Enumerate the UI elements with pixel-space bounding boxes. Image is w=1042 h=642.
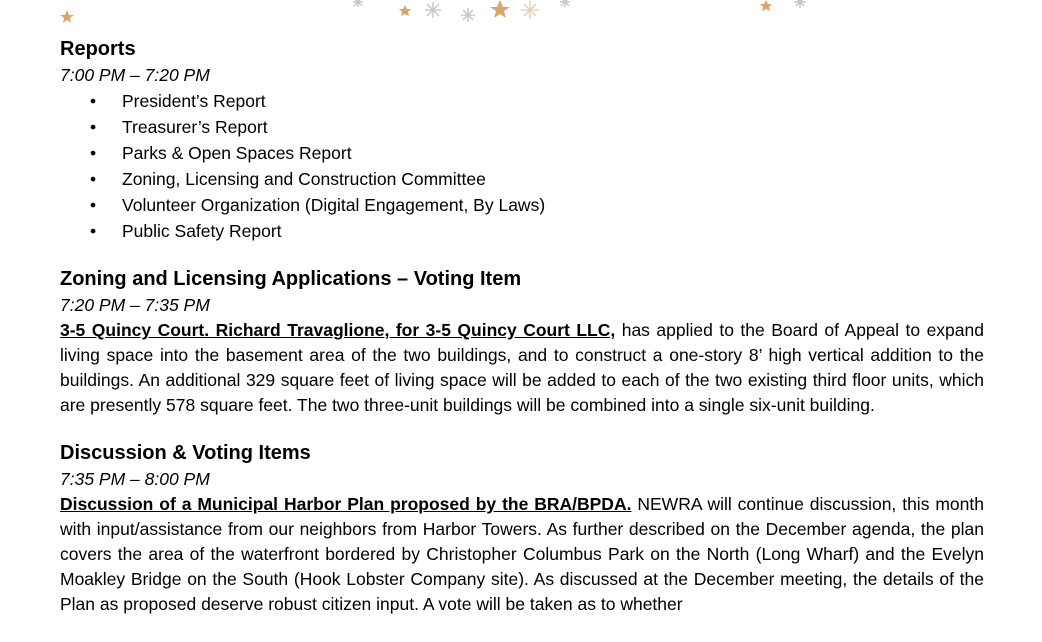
list-item-label: Parks & Open Spaces Report bbox=[122, 143, 352, 163]
snowflake-icon bbox=[560, 0, 570, 7]
snowflake-icon bbox=[353, 0, 363, 7]
discussion-time: 7:35 PM – 8:00 PM bbox=[60, 469, 210, 489]
zoning-time: 7:20 PM – 7:35 PM bbox=[60, 295, 210, 315]
snowflake-icon bbox=[521, 1, 539, 19]
star-icons bbox=[60, 0, 772, 23]
bullet-icon: • bbox=[90, 117, 97, 137]
holiday-decoration-banner bbox=[0, 0, 1042, 30]
star-icon bbox=[490, 0, 510, 18]
list-item-label: Zoning, Licensing and Construction Committee bbox=[122, 169, 486, 189]
list-item-label: Treasurer’s Report bbox=[122, 117, 268, 137]
list-item bbox=[60, 166, 984, 192]
bullet-icon: • bbox=[90, 195, 97, 215]
zoning-body: has applied to the Board of Appeal to expand living space into the basement area of the two buildings, and to construct a one-story 8’ high vertical addition to the buildings. An additional 329 square feet of living space will be added to each of the two existing third floor units, which are presently 578 square feet. The two three-unit buildings will be combined into a single six-unit building. bbox=[60, 320, 984, 415]
list-item bbox=[60, 192, 984, 218]
snowflake-icon bbox=[425, 2, 441, 18]
list-item-label: Volunteer Organization (Digital Engagement, By Laws) bbox=[122, 195, 546, 215]
snowflake-icon bbox=[794, 0, 806, 8]
list-item bbox=[60, 88, 984, 114]
agenda-document bbox=[60, 36, 984, 617]
zoning-lead: 3-5 Quincy Court. Richard Travaglione, for 3-5 Quincy Court LLC, bbox=[60, 320, 616, 340]
list-item bbox=[60, 114, 984, 140]
snowflake-icons bbox=[353, 0, 806, 22]
list-item bbox=[60, 140, 984, 166]
section-spacer bbox=[60, 244, 984, 266]
reports-heading: Reports bbox=[60, 38, 136, 60]
discussion-lead: Discussion of a Municipal Harbor Plan proposed by the BRA/BPDA. bbox=[60, 494, 632, 514]
reports-time: 7:00 PM – 7:20 PM bbox=[60, 65, 210, 85]
star-icon bbox=[399, 5, 411, 16]
zoning-paragraph bbox=[60, 318, 984, 418]
star-icon bbox=[760, 0, 772, 11]
discussion-heading: Discussion & Voting Items bbox=[60, 442, 311, 464]
list-item-label: President’s Report bbox=[122, 91, 266, 111]
list-item bbox=[60, 218, 984, 244]
zoning-section bbox=[60, 266, 984, 418]
section-spacer bbox=[60, 418, 984, 440]
snowflake-icon bbox=[461, 8, 475, 22]
bullet-icon: • bbox=[90, 169, 97, 189]
discussion-section bbox=[60, 440, 984, 617]
reports-list bbox=[60, 88, 984, 244]
zoning-heading: Zoning and Licensing Applications – Voting Item bbox=[60, 268, 522, 290]
discussion-paragraph bbox=[60, 492, 984, 617]
discussion-body: NEWRA will continue discussion, this month with input/assistance from our neighbors from Harbor Towers. As further described on the December agenda, the plan covers the area of the waterfront bordered by Christopher Columbus Park on the North (Long Wharf) and the Evelyn Moakley Bridge on the South (Hook Lobster Company site). As discussed at the December meeting, the details of the Plan as proposed deserve robust citizen input. A vote will be taken as to whether bbox=[60, 494, 984, 614]
reports-section bbox=[60, 36, 984, 244]
list-item-label: Public Safety Report bbox=[122, 221, 282, 241]
bullet-icon: • bbox=[90, 221, 97, 241]
bullet-icon: • bbox=[90, 91, 97, 111]
bullet-icon: • bbox=[90, 143, 97, 163]
star-icon bbox=[60, 10, 74, 23]
